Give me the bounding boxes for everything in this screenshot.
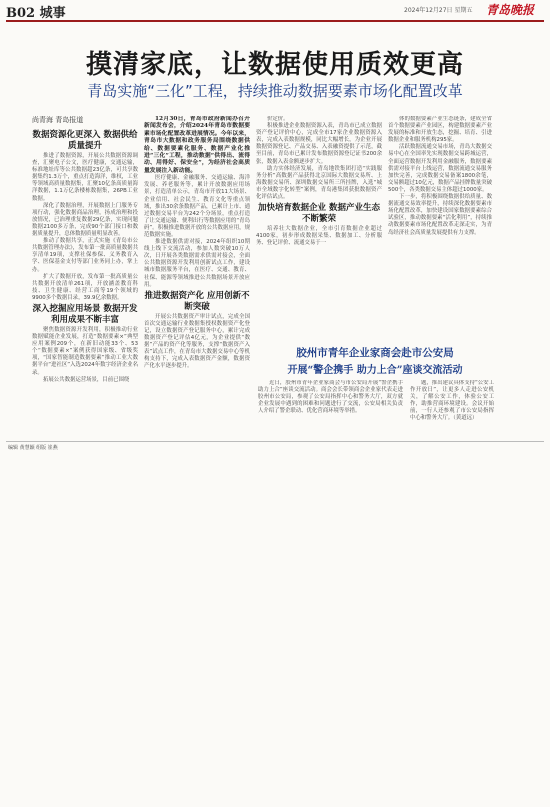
paragraph: 助力实体经济发展，青岛地铁集团打造“实践服务分析”高数据产品获得北京国际大数据交易所、上海数据交易所、深圳数据交易所三所挂牌，入选“城市全域数字化转型”案例，青岛港集团获批数据资产化评估试点。	[256, 165, 382, 201]
paragraph: 下一步，将积极围绕数据供给质量、数据流通交易效率提升，持续深化数据要素市场化配置改革，加快建设国家数据要素综合试验区，推动数据要素“活化利用”，持续推动数据要素市场化配置改革走深走实，为青岛经济社会高质量发展提供有力支撑。	[388, 194, 492, 236]
section-title: 深入挖掘应用场景 数据开发利用成果不断丰富	[32, 303, 138, 325]
paragraph: 医疗健康、金融服务、交通运输、海洋发展、养老服务等，累计开放数据应用场景，打造清单公示，青岛市开放11大场景、企业信用、社会民生、教育文化等重点领域，推出30余条数据产品，已累计上市、通过数据交易平台为242个分场景，重点打造了让交通运输、便利出行等数据应用的“青岛码”。积极推进数据开放的公共数据应用，规范数据实施。	[144, 175, 250, 238]
paragraph: 近日，胶州市青年企业家商会与市公安局开展“警企携手 助力上合”座谈交流活动。商会会长带领商会企业家代表走进胶州市公安局，参观了公安局指挥中心和警务大厅，双方就企业发展中遇到的困难和问题进行了交流，公安局相关负责人介绍了警企联动、优化营商环境等举措。	[258, 380, 403, 415]
footer-rule	[6, 441, 544, 442]
article-column-1	[32, 128, 138, 428]
section-title: 推进数据资产化 应用创新不断突破	[144, 290, 250, 312]
section-title: 加快培育数据企业 数据产业生态不断繁荣	[258, 203, 380, 225]
secondary-article-left	[258, 380, 403, 440]
paragraph: 体的数据要素产业生态链条，建成全省首个数据要素产业园区，构建数据要素产业发展的标准和开放生态，挖掘、培育、引进数据企业和服务机构295家。	[388, 116, 492, 144]
paragraph: 推进数据供需对接，2024年组织10期线上线下交流活动，参加人数突破10万人次，日开展各类数据需求供需对接会，全面公共数据资源开发利用创新试点工作，建设城市数据服务平台，在医疗、交通、教育、社保、能源等领域推进公共数据场景开放应用。	[144, 239, 250, 288]
paragraph: 开展公共数据资产审计试点，完成全国首次交通运输行业数据集授权数据资产化登记，设立数据资产登记服务中心，累计完成数据资产登记评估4亿元，为企业提供“数据”产品的资产化等服务，支撑“数据资产入表”试点工作，在青岛市大数据交易中心等机构支持下，完成入表数据资产金额，数据资产化水平逐步提升。	[144, 313, 250, 370]
lead-paragraph: 12月30日，青岛市政府新闻办召开新闻发布会，介绍2024年青岛市数据要素市场化配置改革进展情况。今年以来，青岛市大数据和政务服务局围绕数据供给、数据要素化服务、数据产业化推进“三化”工程，推动数据“供得出、流得动、用得好、保安全”，为经济社会高质量发展注入新动能。	[144, 116, 250, 174]
paragraph: 活跃数据流通交易市场，青岛大数据交易中心在全国率先实现数据交易跨城运营，全面运营数据开发利用金融服务，数据要素供需对接平台上线运营，数据流通交易服务加快完善，完成数据交易备案1800余笔，交易额超过10亿元，数据产品挂牌数量突破500个，各类数据交易主体超过1000家。	[388, 144, 492, 193]
paragraph: 积极推进企业数据资源入表，青岛市已成立数据资产登记评价中心，完成全市17家企业数据资源入表，完成入表数据规模，同比大幅增长，为企业开展数据资源登记、产品交易、入表融资提供了示范，截至目前，青岛市已累计发布数据资源登记证书200余张，数据入表金额逐步扩大。	[256, 123, 382, 165]
article-column-2	[144, 116, 250, 431]
section-title: 数据资源化更深入 数据供给质量提升	[32, 130, 138, 151]
paragraph: 价定价。	[267, 116, 289, 122]
paragraph: 拓展公共数据运营场景，目前已围绕	[43, 376, 130, 383]
secondary-headline: 胶州市青年企业家商会赴市公安局	[296, 347, 454, 359]
article-column-4	[388, 116, 492, 371]
paragraph: 培养壮大数据企业，全市引育数据企业超过4100家，初步形成数据采集、数据加工、分析服务、登记评价、流通交易于一	[256, 226, 382, 247]
paragraph: 聚焦数据资源开发利用，积极推动行业数据赋能企业发展，打造“数据要素×”典型应用案例209个，在新旧动能33个、53个“数据要素×”案例获得国家级、省级奖项，“国家智能制造数据要素”推动工业大数据平台“进社区”入选2024年数字经济企业名录。	[32, 326, 138, 376]
main-headline: 摸清家底，让数据使用质效更高	[85, 50, 464, 80]
sub-headline: 青岛实施“三化”工程，持续推动数据要素市场化配置改革	[87, 82, 463, 100]
secondary-subheadline: 开展“警企携手 助力上合”座谈交流活动	[287, 365, 463, 376]
page-credits: 编辑 黄慧颖 组版 崔燕	[8, 445, 58, 451]
newspaper-logo: 青岛晚报	[486, 3, 535, 17]
paragraph: 推进了数据资源，开展公共数据资源调查，汇聚电子公文，医疗健康，交通运输，标准地址库等公共数据超23亿条，可共享数据集约1.3万个，重点打造海洋，维权，工业等领域高质量数据集，汇聚10亿条高质量海洋数据，1.1万亿条楼栋数据集，26PB工业数据。	[32, 153, 138, 202]
paragraph: 推动了数据共享，正式实施《青岛市公共数据管理办法》，发布第一批高质量数据共享清单19项，支撑社保参保、义务教育入学、医保基金支付等部门业务同上办，掌上办。	[32, 238, 138, 273]
header-rule	[6, 20, 544, 22]
paragraph: 题，推出建议具体支持“公安工作开放日”，让更多人走进公安机关，了解公安工作，体验公安工作，助推营商环境建设。会议开始前，一行人还参观了市公安局指挥中心和警务大厅。（黄道远）	[410, 380, 494, 422]
secondary-article-right	[410, 380, 494, 440]
page-label: B02 城事	[6, 6, 66, 21]
byline: 尚青海 青岛报道	[32, 116, 84, 124]
issue-date: 2024年12月27日 星期五	[404, 7, 473, 14]
paragraph: 扩大了数据开放，发布第一批高质量公共数据开放清单261项，开放涵盖教育科技、卫生健康、经营工商等19个领域的9900多个数据目录，39.9亿余数据。	[32, 273, 138, 301]
paragraph: 深化了数据治理，开展数据上门服务专项行动，强化数据商品治理，扬成治理和投放情况，已治理重复数据29亿条，实现问题数据2100多万条，完成90个部门接口和数据质量提升，总体数据质量明显改善。	[32, 202, 138, 238]
